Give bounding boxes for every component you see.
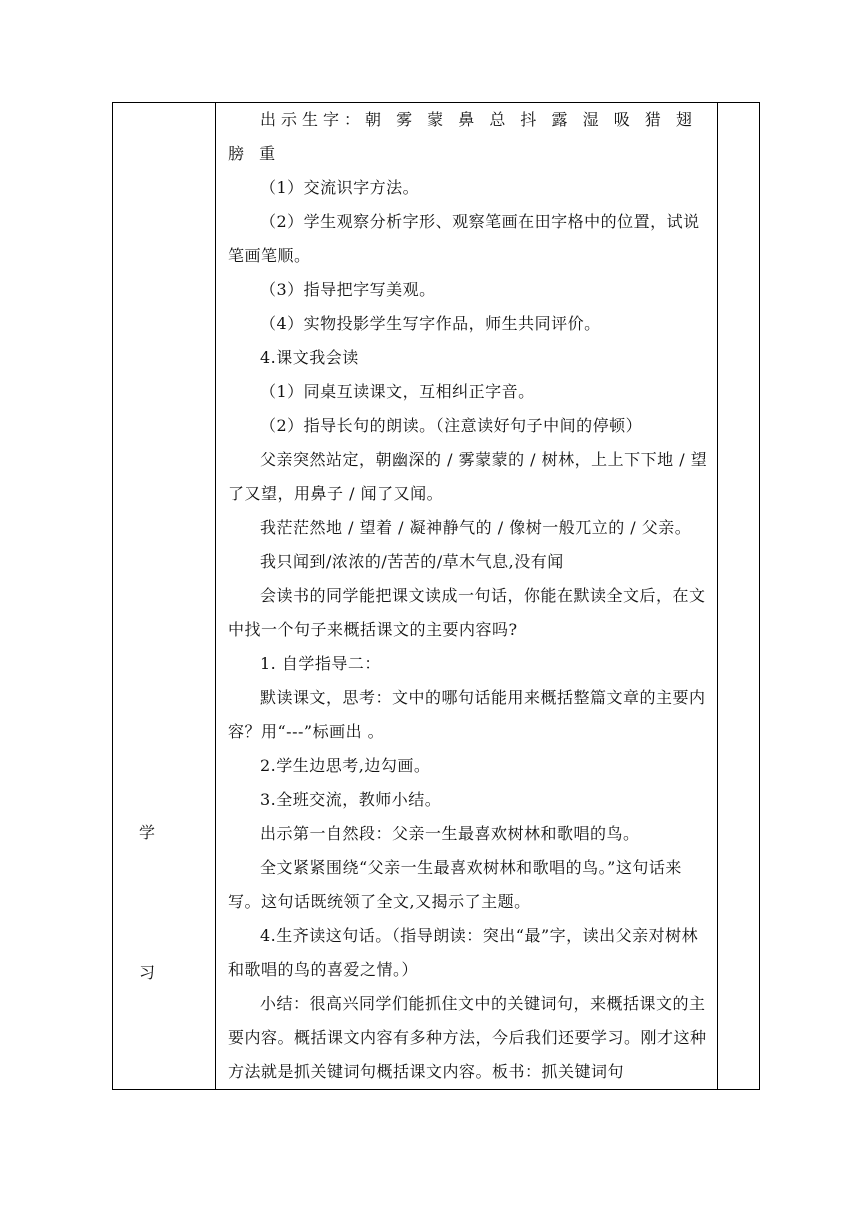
paragraph: （4）实物投影学生写字作品，师生共同评价。	[260, 314, 601, 333]
paragraph: 4.生齐读这句话。（指导朗读：突出“最”字，读出父亲对树林和歌唱的鸟的喜爱之情。）	[228, 926, 699, 979]
paragraph: 3.全班交流，教师小结。	[260, 790, 442, 809]
paragraph: 会读书的同学能把课文读成一句话，你能在默读全文后，在文中找一个句子来概括课文的主要内容吗?	[228, 586, 706, 639]
lesson-plan-table	[112, 102, 760, 1090]
section-label-cell	[113, 103, 216, 1090]
table-row	[113, 103, 760, 1090]
paragraph: 父亲突然站定，朝幽深的 / 雾蒙蒙的 / 树林，上上下下地 / 望了又望，用鼻子 / 闻了又闻。	[228, 450, 708, 503]
paragraph: （1）交流识字方法。	[260, 178, 420, 197]
section-label-char-1: 学	[139, 823, 156, 842]
paragraph: 全文紧紧围绕“父亲一生最喜欢树林和歌唱的鸟。”这句话来写。这句话既统领了全文,又揭示了主题。	[228, 858, 682, 911]
new-characters-line: 出示生字：朝 雾 蒙 鼻 总 抖 露 湿 吸 猎 翅 膀 重	[228, 110, 697, 163]
paragraph: 2.学生边思考,边勾画。	[260, 756, 431, 775]
section-label-char-2: 习	[139, 963, 156, 982]
notes-cell	[718, 103, 760, 1090]
paragraph: （2）指导长句的朗读。（注意读好句子中间的停顿）	[260, 416, 643, 435]
paragraph: 4.课文我会读	[260, 348, 359, 367]
lesson-content	[216, 103, 717, 1089]
paragraph: 我茫茫然地 / 望着 / 凝神静气的 / 像树一般兀立的 / 父亲。	[260, 518, 692, 537]
paragraph: （3）指导把字写美观。	[260, 280, 436, 299]
paragraph: 1. 自学指导二：	[260, 654, 381, 673]
paragraph: （1）同桌互读课文，互相纠正字音。	[260, 382, 535, 401]
paragraph: 我只闻到/浓浓的/苦苦的/草木气息,没有闻	[260, 552, 564, 571]
paragraph: （2）学生观察分析字形、观察笔画在田字格中的位置，试说笔画笔顺。	[228, 212, 700, 265]
paragraph: 小结：很高兴同学们能抓住文中的关键词句，来概括课文的主要内容。概括课文内容有多种方法，今后我们还要学习。刚才这种方法就是抓关键词句概括课文内容。板书：抓关键词句	[228, 994, 707, 1081]
paragraph: 默读课文，思考：文中的哪句话能用来概括整篇文章的主要内容？用“---”标画出 。	[228, 688, 706, 741]
lesson-content-cell	[216, 103, 718, 1090]
paragraph: 出示第一自然段：父亲一生最喜欢树林和歌唱的鸟。	[260, 824, 640, 843]
